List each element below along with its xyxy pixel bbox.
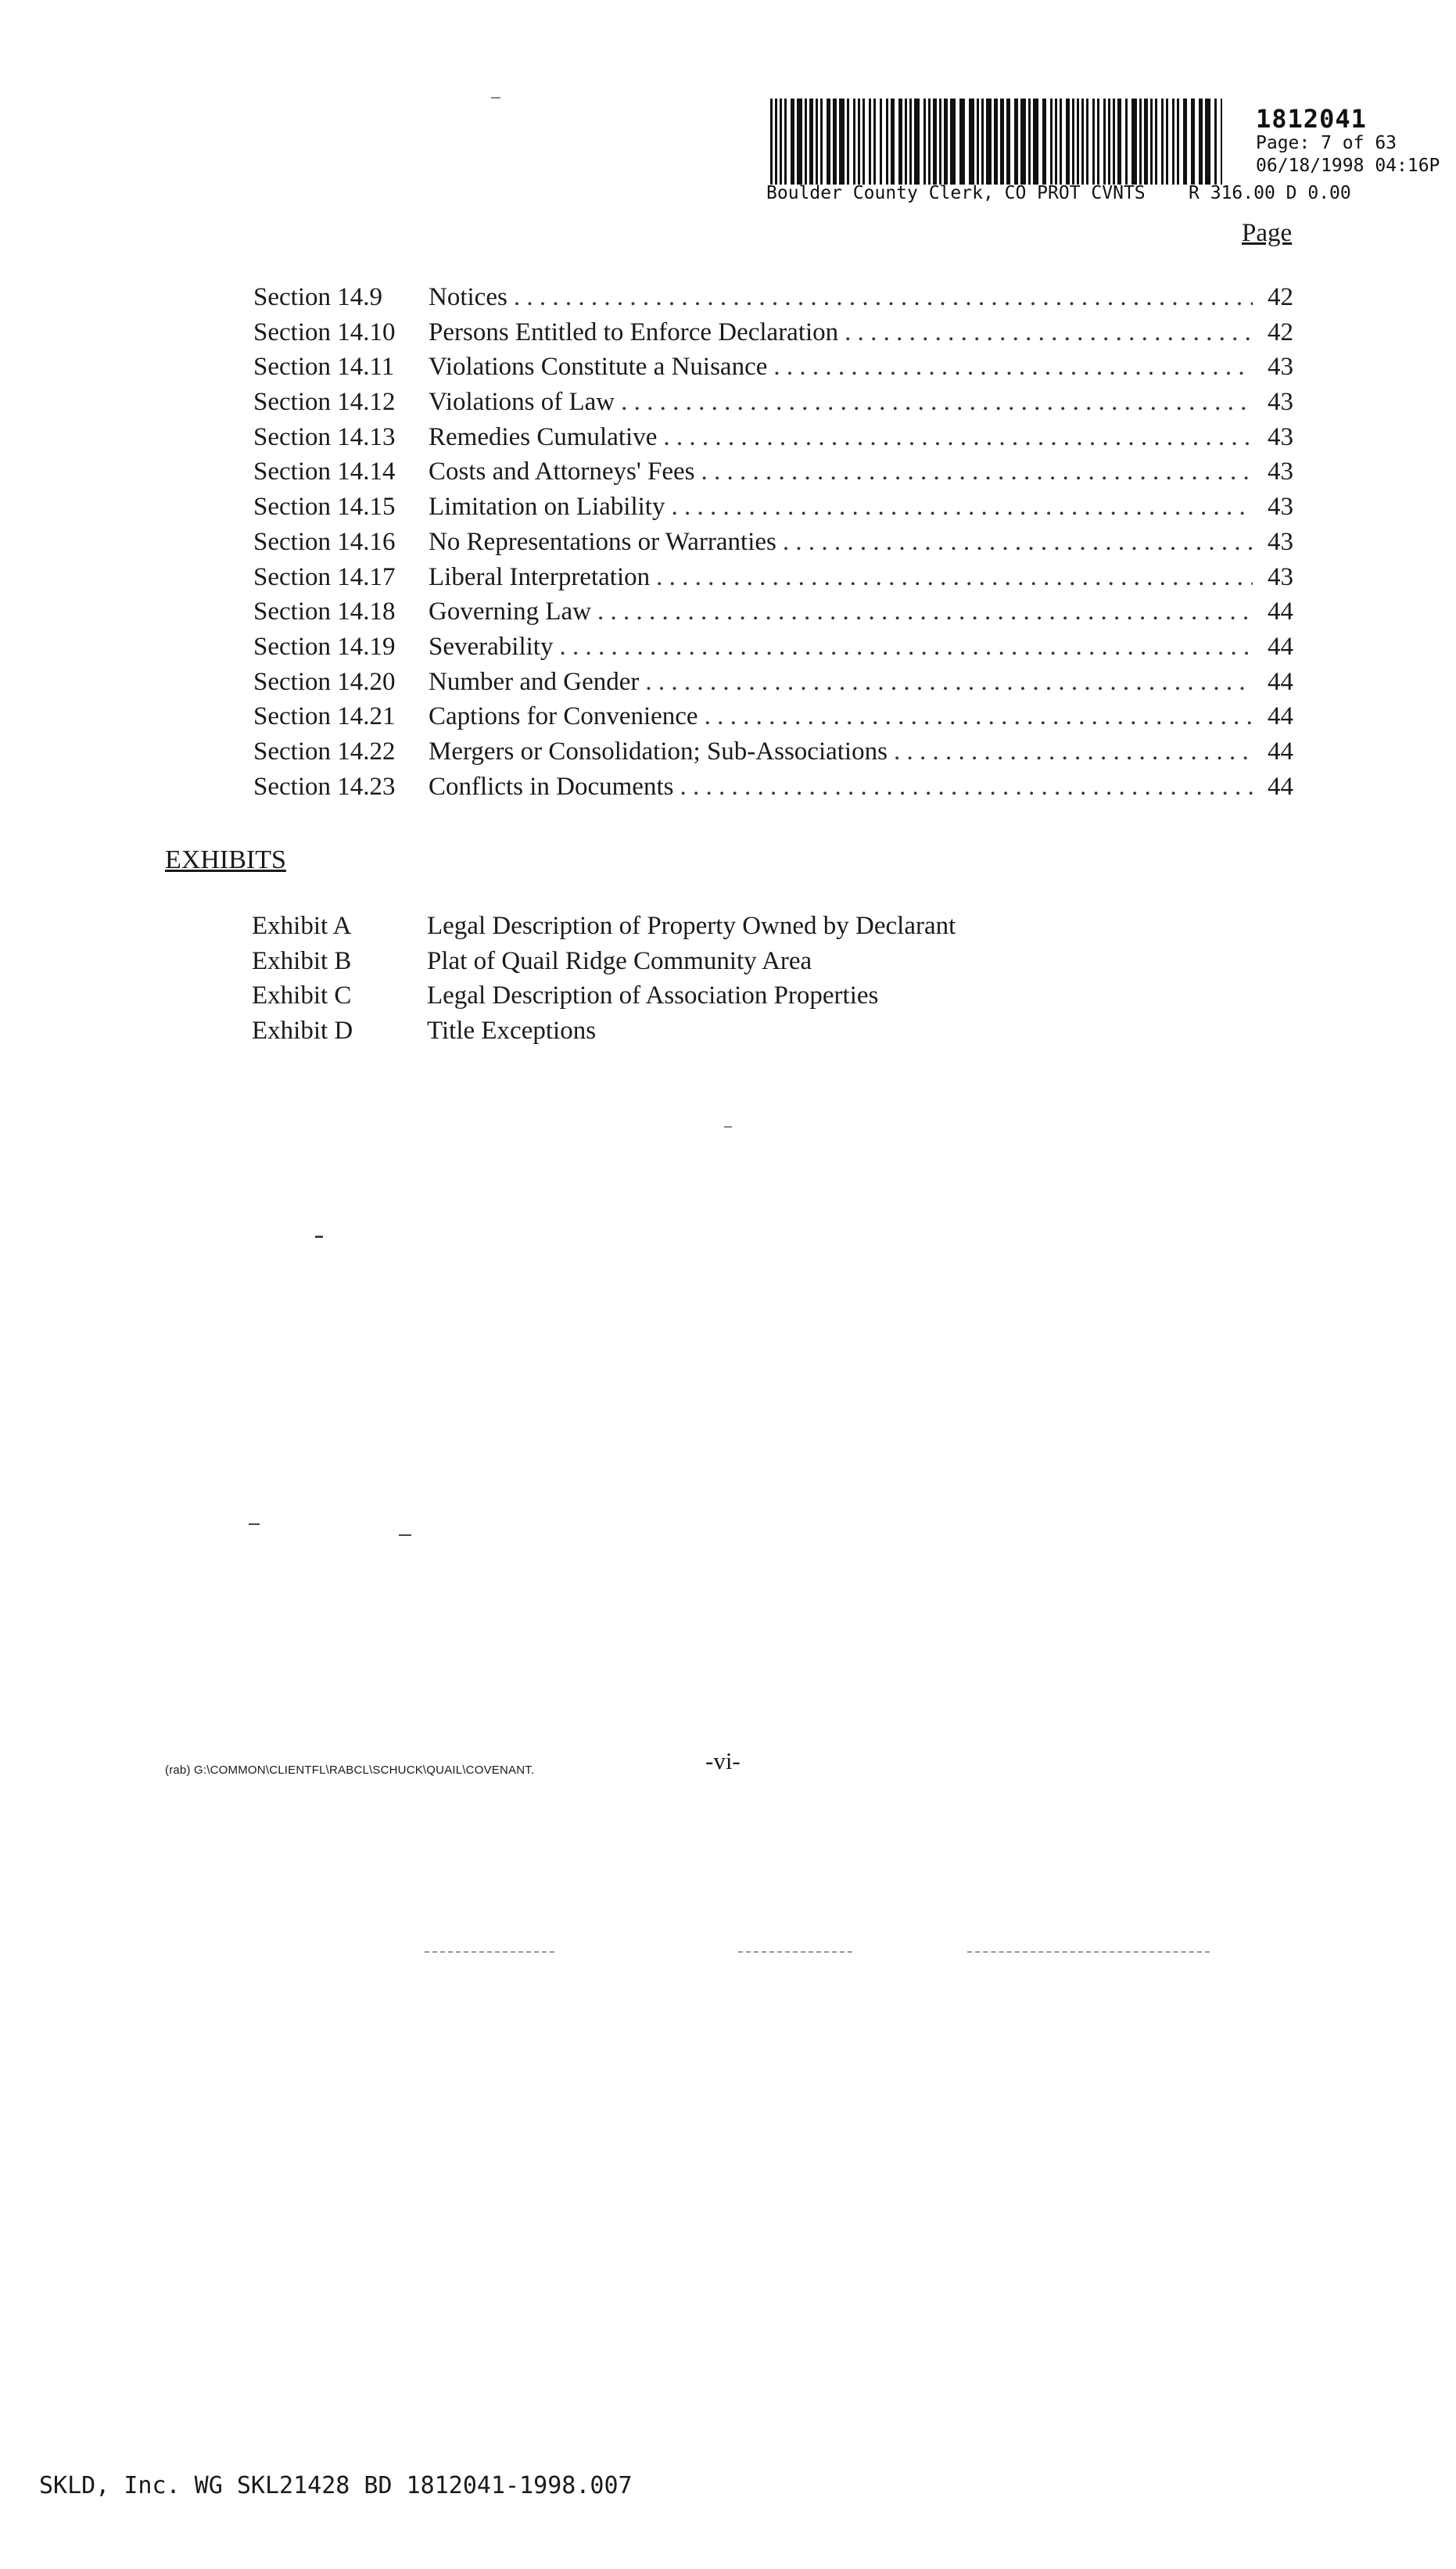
exhibit-title: Legal Description of Property Owned by Declarant <box>427 912 956 940</box>
toc-section-number: Section 14.11 <box>253 353 395 382</box>
barcode-bar <box>873 99 876 185</box>
exhibit-label: Exhibit C <box>252 981 352 1010</box>
toc-entry <box>253 633 1293 668</box>
toc-entry <box>253 493 1293 528</box>
barcode-bar <box>891 99 895 185</box>
barcode-bar <box>1214 99 1217 185</box>
barcode-bar <box>1166 99 1168 185</box>
toc-section-title: Remedies Cumulative <box>429 422 658 451</box>
barcode-bar <box>1014 99 1018 185</box>
toc-entry <box>253 737 1293 773</box>
toc-entry <box>253 528 1293 563</box>
toc-section-number: Section 14.17 <box>253 562 396 591</box>
toc-section-number: Section 14.13 <box>253 422 396 451</box>
barcode-bar <box>1155 99 1157 185</box>
toc-entry <box>253 353 1293 388</box>
toc-section-number: Section 14.18 <box>253 597 396 626</box>
recording-date-time: 06/18/1998 04:16P <box>1256 156 1440 176</box>
recording-page-count: Page: 7 of 63 <box>1256 133 1397 153</box>
barcode-bar <box>928 99 931 185</box>
toc-entry <box>253 773 1293 808</box>
barcode-bar <box>959 99 965 185</box>
barcode-bar <box>816 99 818 185</box>
exhibit-label: Exhibit A <box>252 912 352 940</box>
toc-section-title: Captions for Convenience <box>429 702 698 731</box>
toc-section-title: Costs and Attorneys' Fees <box>429 457 695 486</box>
toc-page-number: 43 <box>1268 422 1293 451</box>
barcode-bar <box>1086 99 1088 185</box>
exhibits-heading: EXHIBITS <box>165 845 286 874</box>
toc-dot-leader <box>597 597 1253 626</box>
barcode-bar <box>862 99 865 185</box>
exhibit-label: Exhibit D <box>252 1016 353 1045</box>
toc-section-title: No Representations or Warranties <box>429 527 776 556</box>
toc-page-number: 43 <box>1268 457 1293 486</box>
toc-section-title: Mergers or Consolidation; Sub-Associations <box>429 737 888 766</box>
toc-section-number: Section 14.9 <box>253 283 382 311</box>
toc-dot-leader <box>773 353 1253 382</box>
toc-page-number: 44 <box>1268 632 1293 661</box>
barcode-bar <box>950 99 956 185</box>
barcode-bar <box>977 99 979 185</box>
barcode-bar <box>914 99 920 185</box>
toc-section-number: Section 14.12 <box>253 388 396 417</box>
barcode-bar <box>791 99 794 185</box>
toc-page-number: 44 <box>1268 667 1293 696</box>
barcode-bar <box>1097 99 1099 185</box>
barcode-bar <box>1020 99 1026 185</box>
barcode-bar <box>981 99 984 185</box>
page-number: -vi- <box>705 1747 741 1774</box>
toc-page-number: 42 <box>1268 318 1293 346</box>
toc-section-number: Section 14.23 <box>253 772 396 801</box>
barcode-bar <box>775 99 777 185</box>
toc-dot-leader <box>894 737 1253 766</box>
toc-dot-leader <box>663 423 1253 452</box>
barcode-bar <box>833 99 837 185</box>
toc-entry <box>253 702 1293 737</box>
barcode-bar <box>839 99 845 185</box>
scan-artifact-line <box>425 1951 554 1954</box>
toc-page-number: 44 <box>1268 737 1293 766</box>
barcode-bar <box>1050 99 1053 185</box>
barcode-bar <box>1205 99 1210 185</box>
barcode-bar <box>1172 99 1174 185</box>
toc-section-number: Section 14.20 <box>253 667 396 696</box>
toc-section-title: Violations of Law <box>429 388 615 417</box>
barcode-bar <box>1144 99 1148 185</box>
toc-page-number: 43 <box>1268 353 1293 382</box>
footer-file-path: (rab) G:\COMMON\CLIENTFL\RABCL\SCHUCK\QUAIL\COVENANT. <box>165 1763 535 1777</box>
toc-section-title: Severability <box>429 632 554 661</box>
barcode-bar <box>780 99 782 185</box>
barcode-bar <box>923 99 926 185</box>
toc-dot-leader <box>845 318 1253 347</box>
toc-section-title: Limitation on Liability <box>429 493 665 522</box>
toc-dot-leader <box>559 633 1253 662</box>
toc-section-number: Section 14.21 <box>253 702 396 731</box>
exhibit-title: Title Exceptions <box>427 1016 597 1045</box>
toc-entry <box>253 318 1293 353</box>
exhibit-title: Legal Description of Association Properties <box>427 981 879 1010</box>
toc-dot-leader <box>645 668 1253 697</box>
barcode-bar <box>898 99 902 185</box>
barcode-bar <box>986 99 992 185</box>
barcode-bar <box>1028 99 1031 185</box>
barcode-bar <box>797 99 802 185</box>
barcode-bar <box>1042 99 1046 185</box>
barcode-bar <box>1000 99 1004 185</box>
scan-artifact-line <box>738 1951 852 1954</box>
toc-entry <box>253 423 1293 458</box>
exhibit-entry <box>252 1017 956 1052</box>
barcode-bar <box>1221 99 1222 185</box>
barcode-bar <box>858 99 860 185</box>
toc-section-number: Section 14.22 <box>253 737 396 766</box>
barcode-bar <box>1183 99 1187 185</box>
toc-dot-leader <box>621 388 1253 417</box>
barcode-bar <box>1033 99 1038 185</box>
barcode-bar <box>805 99 807 185</box>
toc-section-title: Notices <box>429 283 507 311</box>
barcode-bar <box>1055 99 1057 185</box>
toc-page-number: 42 <box>1268 283 1293 311</box>
toc-section-title: Violations Constitute a Nuisance <box>429 353 768 382</box>
barcode-bar <box>1081 99 1084 185</box>
barcode-bar <box>1161 99 1164 185</box>
scan-speck <box>491 97 500 99</box>
barcode-bar <box>1077 99 1079 185</box>
barcode-bar <box>1177 99 1179 185</box>
toc-page-number: 43 <box>1268 388 1293 417</box>
barcode-bar <box>880 99 882 185</box>
toc-section-number: Section 14.15 <box>253 493 396 522</box>
barcode-bar <box>1131 99 1137 185</box>
barcode-bar <box>869 99 871 185</box>
barcode-bar <box>1199 99 1203 185</box>
toc-entry <box>253 283 1293 318</box>
toc-page-number: 44 <box>1268 702 1293 731</box>
barcode-bar <box>969 99 974 185</box>
barcode-bar <box>853 99 855 185</box>
recording-clerk-line: Boulder County Clerk, CO PROT CVNTS R 316.00 D 0.00 <box>766 183 1351 203</box>
page-column-heading: Page <box>1242 219 1293 247</box>
toc-dot-leader <box>701 457 1253 486</box>
barcode-bar <box>820 99 823 185</box>
toc-dot-leader <box>514 283 1253 312</box>
scan-speck <box>249 1523 260 1525</box>
toc-section-title: Number and Gender <box>429 667 640 696</box>
toc-page-number: 44 <box>1268 772 1293 801</box>
barcode-bar <box>1060 99 1062 185</box>
toc-section-number: Section 14.14 <box>253 457 396 486</box>
exhibit-entry <box>252 912 956 947</box>
barcode-bar <box>847 99 849 185</box>
barcode-bar <box>770 99 773 185</box>
document-imaging-line: SKLD, Inc. WG SKL21428 BD 1812041-1998.007 <box>39 2472 633 2499</box>
barcode-bar <box>1139 99 1142 185</box>
barcode-bar <box>1125 99 1128 185</box>
toc-section-title: Governing Law <box>429 597 592 626</box>
exhibits-list <box>252 912 956 1051</box>
toc-page-number: 44 <box>1268 597 1293 626</box>
barcode-bar <box>784 99 787 185</box>
barcode-bar <box>944 99 948 185</box>
toc-entry <box>253 457 1293 493</box>
barcode-bar <box>1108 99 1110 185</box>
barcode-bar <box>1092 99 1095 185</box>
exhibit-entry <box>252 981 956 1017</box>
barcode-bar <box>994 99 998 185</box>
recording-barcode <box>770 99 1222 185</box>
toc-page-number: 43 <box>1268 493 1293 522</box>
exhibit-entry <box>252 947 956 982</box>
toc-section-number: Section 14.16 <box>253 527 396 556</box>
toc-section-title: Liberal Interpretation <box>429 562 651 591</box>
toc-page-number: 43 <box>1268 527 1293 556</box>
toc-entry <box>253 388 1293 423</box>
toc-section-title: Persons Entitled to Enforce Declaration <box>429 318 839 346</box>
barcode-bar <box>1006 99 1010 185</box>
toc-page-number: 43 <box>1268 562 1293 591</box>
barcode-bar <box>905 99 907 185</box>
barcode-bar <box>1072 99 1074 185</box>
barcode-bar <box>939 99 941 185</box>
barcode-bar <box>933 99 937 185</box>
barcode-bar <box>1066 99 1070 185</box>
barcode-bar <box>1117 99 1121 185</box>
exhibit-title: Plat of Quail Ridge Community Area <box>427 946 812 975</box>
barcode-bar <box>1150 99 1153 185</box>
barcode-bar <box>886 99 888 185</box>
toc-dot-leader <box>671 493 1253 522</box>
toc-dot-leader <box>680 773 1253 802</box>
toc-section-number: Section 14.19 <box>253 632 396 661</box>
scan-artifact-line <box>967 1951 1210 1954</box>
scan-speck <box>724 1126 732 1128</box>
table-of-contents <box>253 283 1293 807</box>
toc-section-number: Section 14.10 <box>253 318 396 346</box>
barcode-bar <box>1103 99 1106 185</box>
recording-document-number: 1812041 <box>1256 104 1367 134</box>
toc-section-title: Conflicts in Documents <box>429 772 674 801</box>
barcode-bar <box>809 99 813 185</box>
toc-dot-leader <box>783 528 1253 557</box>
toc-entry <box>253 668 1293 703</box>
barcode-bar <box>909 99 912 185</box>
toc-dot-leader <box>705 702 1253 731</box>
barcode-bar <box>1113 99 1115 185</box>
toc-entry <box>253 597 1293 633</box>
toc-dot-leader <box>656 563 1253 592</box>
scan-speck <box>315 1236 323 1238</box>
scan-speck <box>399 1534 411 1536</box>
toc-entry <box>253 563 1293 598</box>
barcode-bar <box>1191 99 1195 185</box>
barcode-bar <box>827 99 830 185</box>
exhibit-label: Exhibit B <box>252 946 352 975</box>
